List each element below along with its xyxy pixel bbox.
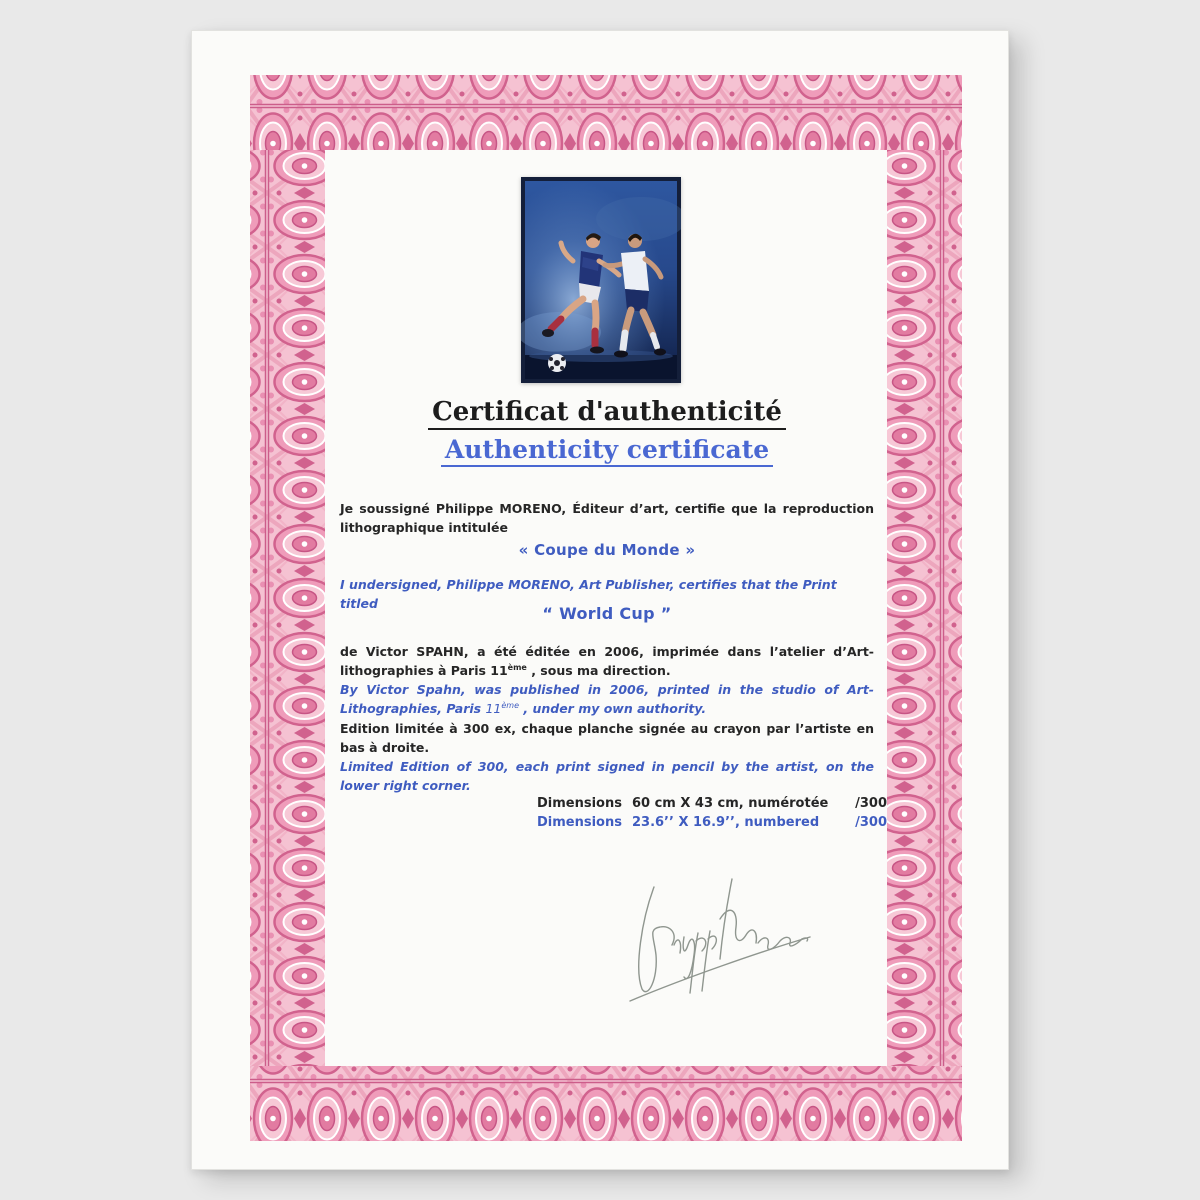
limited-edition-en: Limited Edition of 300, each print signed in pencil by the artist, on the lower right corner. (340, 759, 874, 793)
certificate-title-fr-text: Certificat d'authenticité (428, 397, 786, 430)
edition-en-superscript: ème (501, 700, 519, 710)
edition-paragraph-fr (340, 642, 874, 680)
dimensions-block (537, 794, 887, 832)
edition-fr-text: de Victor SPAHN, a été éditée en 2006, imprimée dans l’atelier d’Art-lithographies à Paris 11 (340, 644, 874, 678)
limited-edition-fr: Edition limitée à 300 ex, chaque planche signée au crayon par l’artiste en bas à droite. (340, 721, 874, 755)
edition-en-number: 11 (485, 701, 502, 716)
dimensions-label-en: Dimensions (537, 815, 622, 830)
edition-fr-superscript: ème (507, 662, 527, 672)
certificate-title-en-text: Authenticity certificate (441, 435, 773, 467)
dimensions-label-fr: Dimensions (537, 796, 622, 811)
edition-paragraph (340, 642, 874, 718)
edition-en-text-end: , under my own authority. (519, 701, 707, 716)
soccer-players-artwork (521, 177, 681, 383)
work-title-fr: « Coupe du Monde » (518, 541, 696, 559)
dimensions-row-fr (537, 794, 887, 813)
intro-paragraph-fr: Je soussigné Philippe MORENO, Éditeur d’art, certifie que la reproduction lithographique intitulée (340, 501, 874, 535)
intro-paragraph-en: I undersigned, Philippe MORENO, Art Publisher, certifies that the Print titled (340, 577, 837, 611)
limited-edition-paragraph (340, 719, 874, 795)
soccer-painting-image (521, 177, 681, 383)
certificate-title-fr (340, 397, 874, 430)
dimensions-row-en (537, 813, 887, 832)
certificate-content (192, 31, 1010, 1171)
dimensions-value-en: 23.6’’ X 16.9’’, numbered (631, 815, 820, 830)
certificate-title-en (340, 435, 874, 467)
work-title-en: “ World Cup ” (542, 604, 672, 623)
edition-number-en: /300 (855, 815, 887, 830)
edition-paragraph-en (340, 680, 874, 718)
dimensions-value-fr: 60 cm X 43 cm, numérotée (631, 796, 829, 811)
signature-ink (612, 849, 827, 1024)
edition-fr-text-end: , sous ma direction. (526, 663, 671, 678)
certificate-sheet (191, 30, 1009, 1170)
edition-number-fr: /300 (855, 796, 887, 811)
publisher-signature (612, 849, 827, 1024)
edition-en-text: By Victor Spahn, was published in 2006, printed in the studio of Art-Lithographies, Paris (340, 682, 874, 716)
